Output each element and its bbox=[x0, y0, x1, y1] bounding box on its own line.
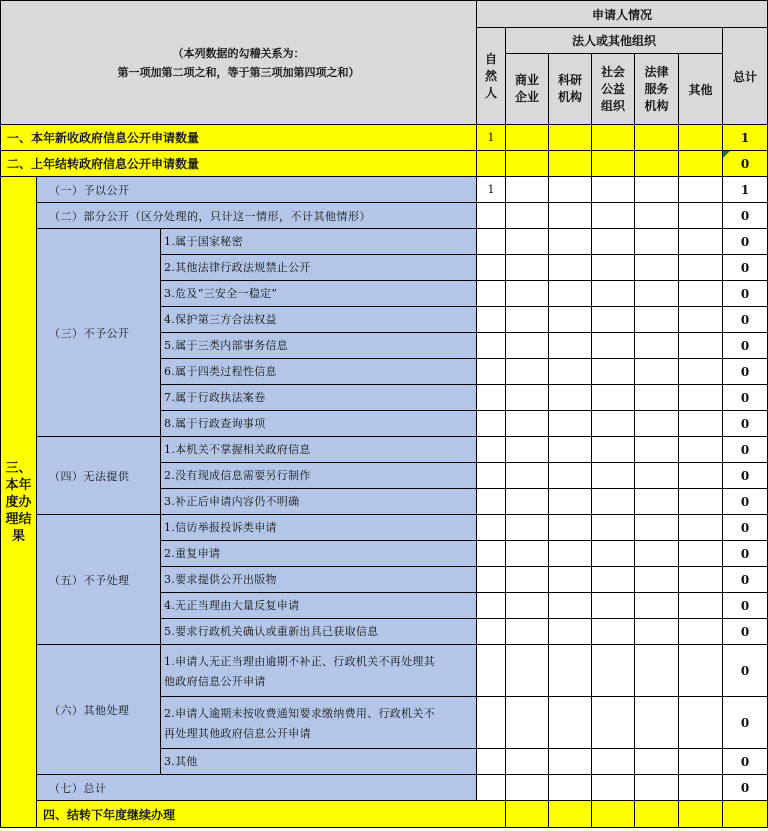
list-item: 7.属于行政执法案卷 bbox=[161, 385, 477, 411]
cell-total: 0 bbox=[723, 281, 768, 307]
cell-natural: 1 bbox=[477, 177, 506, 203]
applicant-info-header: 申请人情况 bbox=[477, 1, 768, 28]
section-3-label: 三、 本年 度办 理结 果 bbox=[1, 177, 37, 828]
cell-total: 0 bbox=[723, 567, 768, 593]
cell-total: 1 bbox=[723, 125, 768, 151]
group-subtotal: （七）总计 bbox=[37, 775, 477, 801]
cell-total: 0 bbox=[723, 749, 768, 775]
group-other-handling: （六）其他处理 bbox=[37, 645, 161, 775]
relation-note: （本列数据的勾稽关系为： 第一项加第二项之和，等于第三项加第四项之和） bbox=[1, 1, 477, 125]
cell-total: 0 bbox=[723, 385, 768, 411]
cell-total: 0 bbox=[723, 697, 768, 749]
list-item: 4.保护第三方合法权益 bbox=[161, 307, 477, 333]
group-not-disclosed: （三）不予公开 bbox=[37, 229, 161, 437]
cell-total: 0 bbox=[723, 593, 768, 619]
commercial-header: 商业 企业 bbox=[506, 54, 549, 125]
cell-total: 0 bbox=[723, 463, 768, 489]
list-item: 3.要求提供公开出版物 bbox=[161, 567, 477, 593]
list-item: 1.信访举报投诉类申请 bbox=[161, 515, 477, 541]
group-not-processed: （五）不予处理 bbox=[37, 515, 161, 645]
list-item: 2.重复申请 bbox=[161, 541, 477, 567]
natural-person-header: 自 然 人 bbox=[477, 28, 506, 125]
cell-natural: 1 bbox=[477, 125, 506, 151]
cell-total: 0 bbox=[723, 359, 768, 385]
other-header: 其他 bbox=[679, 54, 723, 125]
list-item: 2.其他法律行政法规禁止公开 bbox=[161, 255, 477, 281]
group-partial: （二）部分公开（区分处理的，只计这一情形，不计其他情形） bbox=[37, 203, 477, 229]
list-item: 6.属于四类过程性信息 bbox=[161, 359, 477, 385]
legal-service-header: 法律 服务 机构 bbox=[635, 54, 679, 125]
row-carried-requests: 二、上年结转政府信息公开申请数量 bbox=[1, 151, 477, 177]
cell-total: 0 bbox=[723, 775, 768, 801]
cell-total: 0 bbox=[723, 489, 768, 515]
list-item: 3.补正后申请内容仍不明确 bbox=[161, 489, 477, 515]
list-item: 5.要求行政机关确认或重新出具已获取信息 bbox=[161, 619, 477, 645]
cell-total: 0 bbox=[723, 229, 768, 255]
cell-total: 0 bbox=[723, 307, 768, 333]
list-item: 1.属于国家秘密 bbox=[161, 229, 477, 255]
cell-total: 0 bbox=[723, 411, 768, 437]
list-item: 2.申请人逾期未按收费通知要求缴纳费用、行政机关不 再处理其他政府信息公开申请 bbox=[161, 697, 477, 749]
cell-total: 0 bbox=[723, 333, 768, 359]
group-disclosed: （一）予以公开 bbox=[37, 177, 477, 203]
row-carry-forward: 四、结转下年度继续办理 bbox=[37, 801, 506, 828]
cell-total: 0 bbox=[723, 255, 768, 281]
research-header: 科研 机构 bbox=[549, 54, 592, 125]
list-item: 1.申请人无正当理由逾期不补正、行政机关不再处理其 他政府信息公开申请 bbox=[161, 645, 477, 697]
list-item: 3.危及“三安全一稳定” bbox=[161, 281, 477, 307]
list-item: 5.属于三类内部事务信息 bbox=[161, 333, 477, 359]
legal-group-header: 法人或其他组织 bbox=[506, 28, 723, 54]
list-item: 3.其他 bbox=[161, 749, 477, 775]
cell-total: 0 bbox=[723, 437, 768, 463]
list-item: 8.属于行政查询事项 bbox=[161, 411, 477, 437]
group-unable: （四）无法提供 bbox=[37, 437, 161, 515]
cell-total: 0 bbox=[723, 151, 768, 177]
row-new-requests: 一、本年新收政府信息公开申请数量 bbox=[1, 125, 477, 151]
cell-total: 0 bbox=[723, 515, 768, 541]
list-item: 2.没有现成信息需要另行制作 bbox=[161, 463, 477, 489]
list-item: 1.本机关不掌握相关政府信息 bbox=[161, 437, 477, 463]
total-header: 总计 bbox=[723, 28, 768, 125]
social-header: 社会 公益 组织 bbox=[592, 54, 635, 125]
cell-total: 0 bbox=[723, 619, 768, 645]
cell-total: 0 bbox=[723, 645, 768, 697]
list-item: 4.无正当理由大量反复申请 bbox=[161, 593, 477, 619]
cell-total: 1 bbox=[723, 177, 768, 203]
cell-total: 0 bbox=[723, 541, 768, 567]
cell-total: 0 bbox=[723, 203, 768, 229]
